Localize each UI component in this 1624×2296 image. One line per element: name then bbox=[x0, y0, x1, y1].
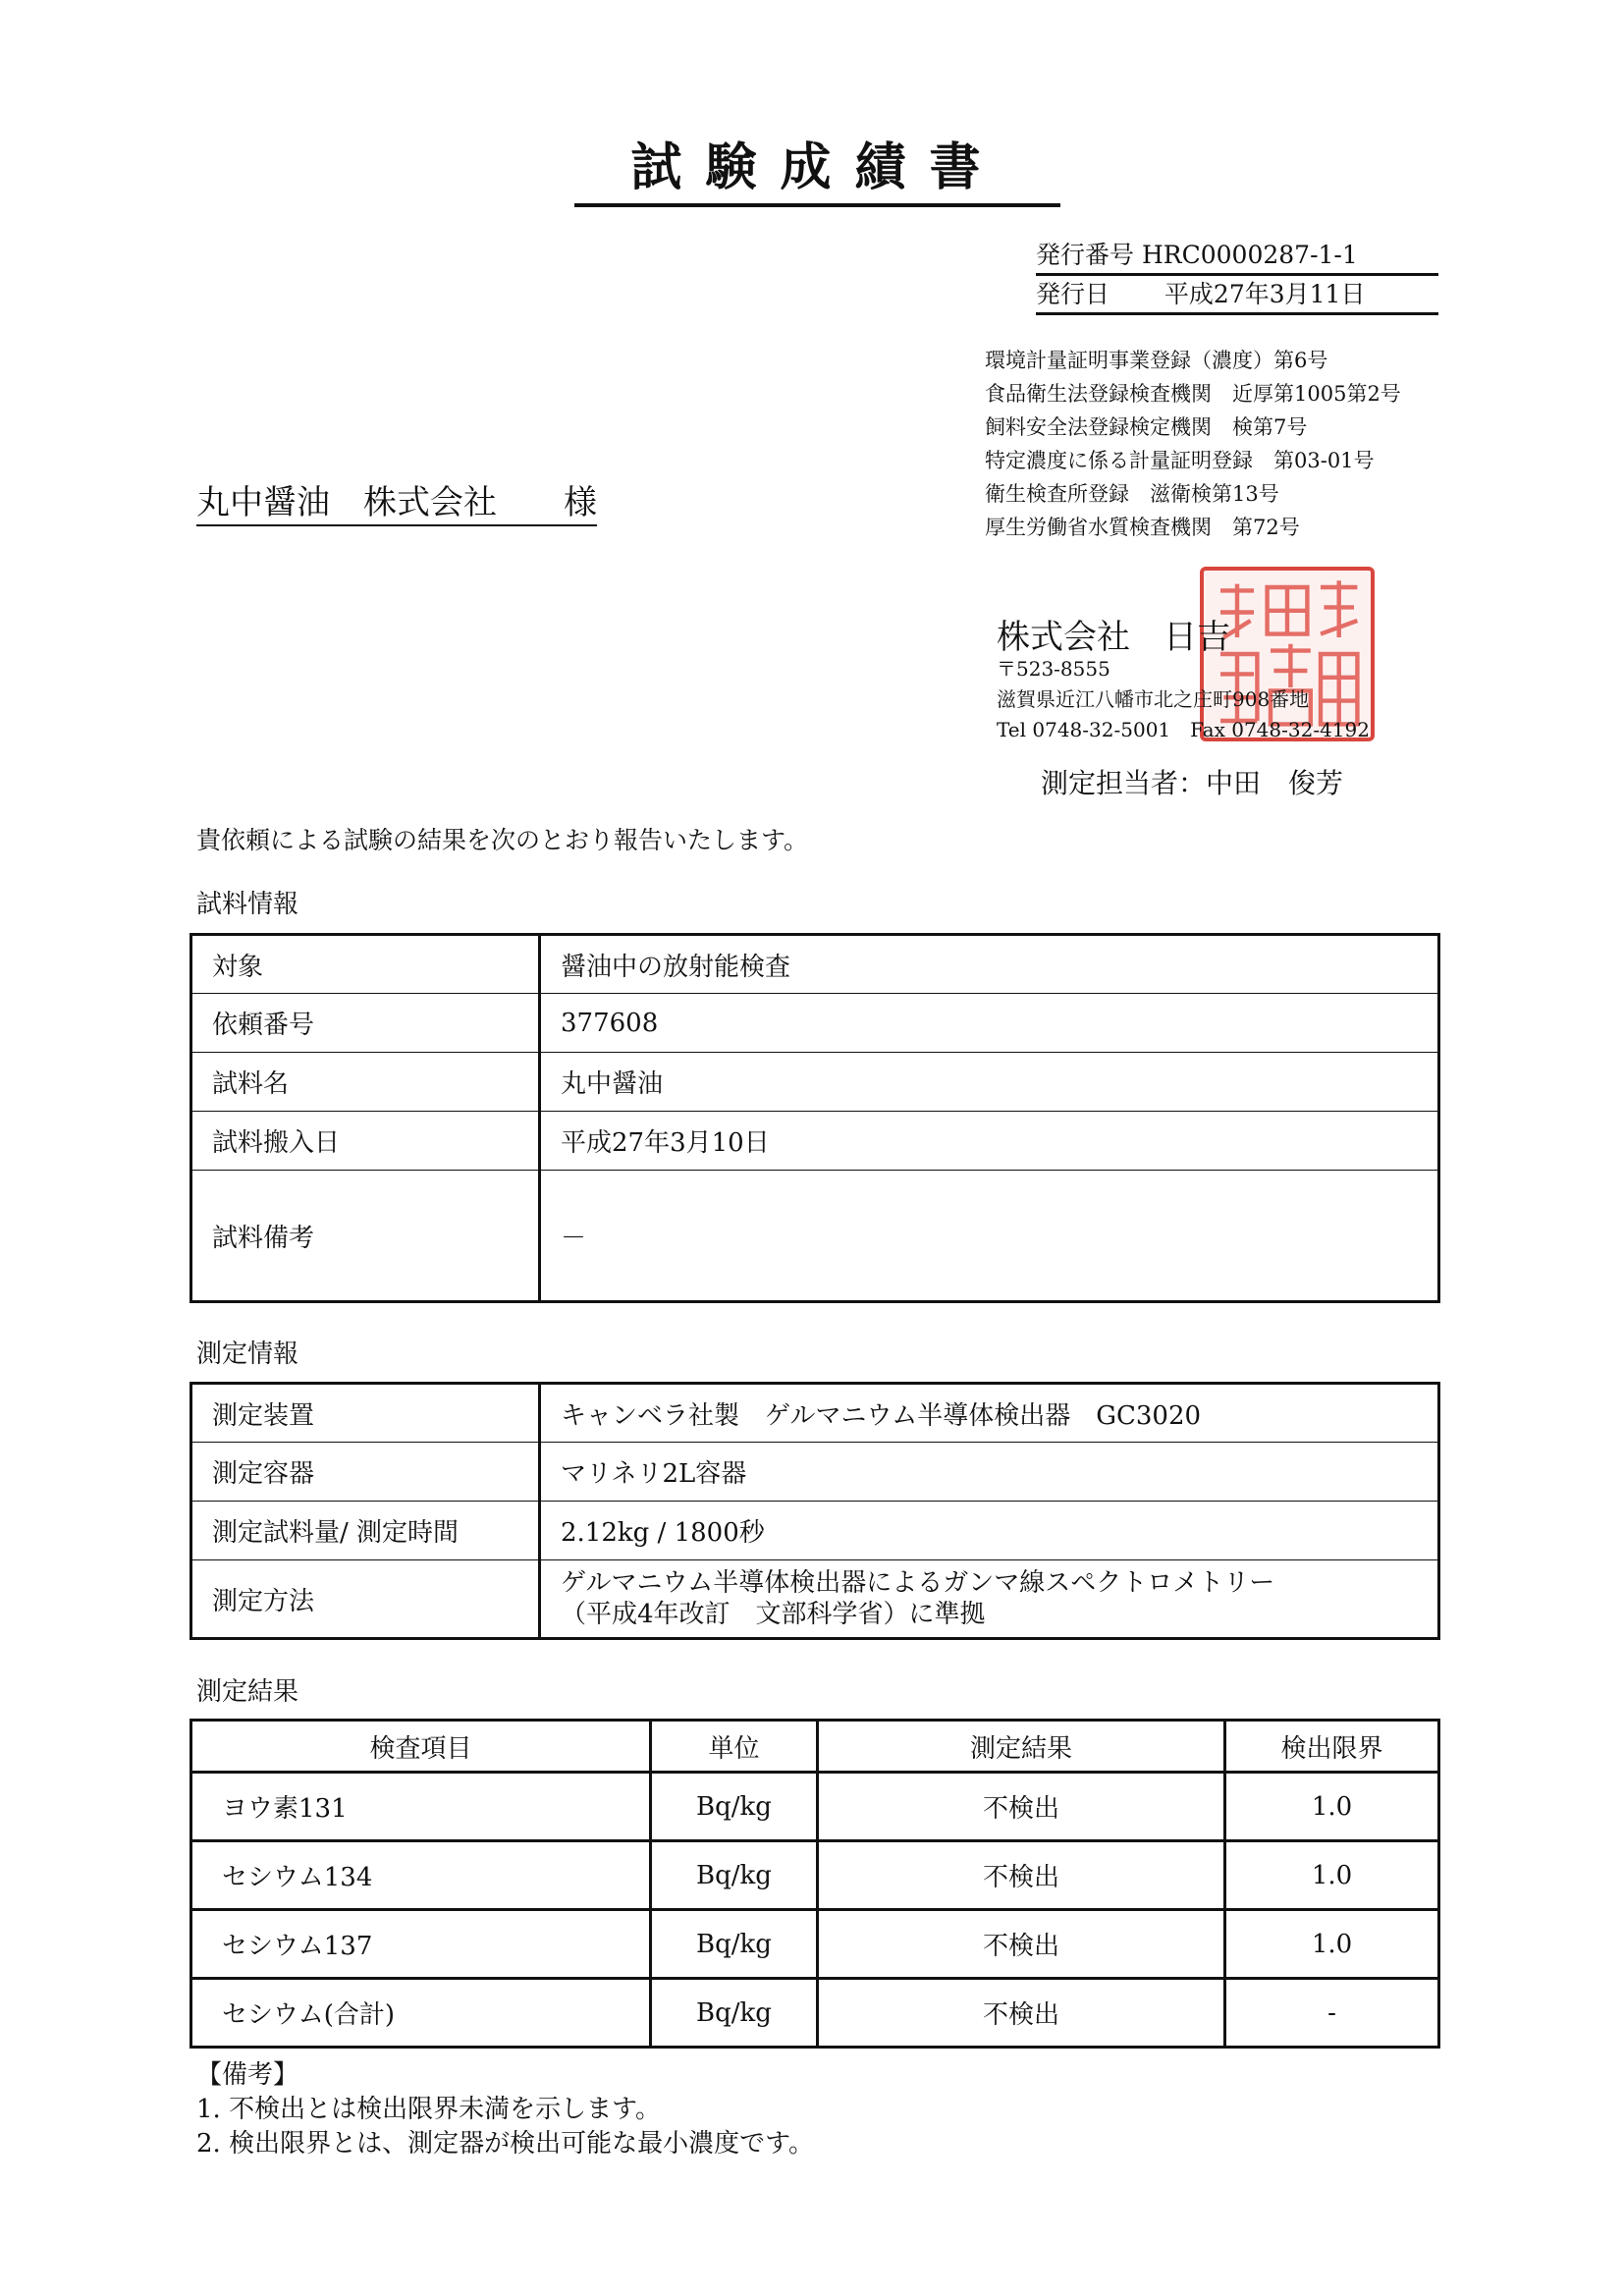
results-table bbox=[189, 1719, 1440, 2049]
table-row bbox=[191, 1443, 1439, 1502]
sample-info-table bbox=[189, 933, 1440, 1303]
note-item: 1. 不検出とは検出限界未満を示します。 bbox=[196, 2095, 661, 2124]
cell-limit: 1.0 bbox=[1225, 1773, 1439, 1841]
registration-item: 環境計量証明事業登録（濃度）第6号 bbox=[985, 349, 1328, 372]
issue-number bbox=[1036, 236, 1438, 276]
table-row bbox=[191, 1112, 1439, 1171]
registration-list bbox=[985, 344, 1401, 544]
table-row bbox=[191, 1841, 1439, 1910]
notes bbox=[196, 2058, 814, 2161]
section-results: 測定結果 bbox=[196, 1677, 299, 1707]
cell-limit: - bbox=[1225, 1979, 1439, 2048]
table-row bbox=[191, 1560, 1439, 1639]
cell-result: 不検出 bbox=[818, 1910, 1225, 1979]
section-measure-info: 測定情報 bbox=[196, 1339, 299, 1369]
registration-item: 厚生労働省水質検査機関 第72号 bbox=[985, 516, 1300, 539]
row-value: キャンベラ社製 ゲルマニウム半導体検出器 GC3020 bbox=[540, 1384, 1439, 1443]
row-value: 平成27年3月10日 bbox=[540, 1112, 1439, 1171]
table-row bbox=[191, 935, 1439, 994]
table-row bbox=[191, 1910, 1439, 1979]
company-address: 滋賀県近江八幡市北之庄町908番地 bbox=[997, 687, 1310, 711]
cell-unit: Bq/kg bbox=[651, 1910, 818, 1979]
row-label: 測定容器 bbox=[191, 1443, 540, 1502]
company-tel-fax: Tel 0748-32-5001 Fax 0748-32-4192 bbox=[997, 718, 1370, 741]
cell-item: セシウム(合計) bbox=[191, 1979, 651, 2048]
table-row bbox=[191, 1979, 1439, 2048]
issue-date bbox=[1036, 275, 1438, 315]
header-unit: 単位 bbox=[651, 1721, 818, 1773]
addressee: 丸中醤油 株式会社 様 bbox=[196, 475, 597, 526]
intro-text: 貴依頼による試験の結果を次のとおり報告いたします。 bbox=[196, 826, 809, 854]
header-result: 測定結果 bbox=[818, 1721, 1225, 1773]
header-item: 検査項目 bbox=[191, 1721, 651, 1773]
table-row bbox=[191, 1053, 1439, 1112]
note-item: 2. 検出限界とは、測定器が検出可能な最小濃度です。 bbox=[196, 2129, 814, 2159]
table-header-row bbox=[191, 1721, 1439, 1773]
cell-result: 不検出 bbox=[818, 1979, 1225, 2048]
cell-item: ヨウ素131 bbox=[191, 1773, 651, 1841]
table-row bbox=[191, 994, 1439, 1053]
header-limit: 検出限界 bbox=[1225, 1721, 1439, 1773]
table-row bbox=[191, 1171, 1439, 1302]
row-label: 依頼番号 bbox=[191, 994, 540, 1053]
row-value: 377608 bbox=[540, 994, 1439, 1053]
row-value: － bbox=[540, 1171, 1439, 1302]
table-row bbox=[191, 1384, 1439, 1443]
registration-item: 特定濃度に係る計量証明登録 第03-01号 bbox=[985, 449, 1375, 472]
row-label: 測定試料量/ 測定時間 bbox=[191, 1502, 540, 1560]
registration-item: 食品衛生法登録検査機関 近厚第1005第2号 bbox=[985, 382, 1401, 406]
cell-result: 不検出 bbox=[818, 1841, 1225, 1910]
row-value bbox=[540, 1560, 1439, 1639]
issue-number-value: HRC0000287-1-1 bbox=[1141, 241, 1358, 269]
company-postal: 〒523-8555 bbox=[997, 657, 1110, 681]
table-row bbox=[191, 1773, 1439, 1841]
issue-date-value: 平成27年3月11日 bbox=[1164, 280, 1366, 308]
row-value: 2.12kg / 1800秒 bbox=[540, 1502, 1439, 1560]
method-line-1: ゲルマニウム半導体検出器によるガンマ線スペクトロメトリー bbox=[561, 1568, 1275, 1598]
cell-item: セシウム137 bbox=[191, 1910, 651, 1979]
row-label: 試料名 bbox=[191, 1053, 540, 1112]
registration-item: 飼料安全法登録検定機関 検第7号 bbox=[985, 415, 1308, 439]
registration-item: 衛生検査所登録 滋衛検第13号 bbox=[985, 482, 1279, 506]
document-title: 試験成績書 bbox=[574, 126, 1060, 207]
issue-date-label: 発行日 bbox=[1036, 280, 1110, 308]
company-contact bbox=[997, 654, 1370, 745]
notes-heading: 【備考】 bbox=[196, 2060, 299, 2090]
row-value: マリネリ2L容器 bbox=[540, 1443, 1439, 1502]
cell-limit: 1.0 bbox=[1225, 1910, 1439, 1979]
cell-unit: Bq/kg bbox=[651, 1773, 818, 1841]
cell-unit: Bq/kg bbox=[651, 1841, 818, 1910]
row-label: 測定方法 bbox=[191, 1560, 540, 1639]
cell-item: セシウム134 bbox=[191, 1841, 651, 1910]
method-line-2: （平成4年改訂 文部科学省）に準拠 bbox=[561, 1600, 986, 1629]
table-row bbox=[191, 1502, 1439, 1560]
row-value: 醤油中の放射能検査 bbox=[540, 935, 1439, 994]
company-name: 株式会社 日吉 bbox=[997, 618, 1230, 657]
row-label: 試料備考 bbox=[191, 1171, 540, 1302]
cell-result: 不検出 bbox=[818, 1773, 1225, 1841]
measurement-person: 測定担当者：中田 俊芳 bbox=[1041, 767, 1344, 799]
measure-info-table bbox=[189, 1382, 1440, 1640]
row-value: 丸中醤油 bbox=[540, 1053, 1439, 1112]
section-sample-info: 試料情報 bbox=[196, 890, 299, 919]
cell-limit: 1.0 bbox=[1225, 1841, 1439, 1910]
row-label: 試料搬入日 bbox=[191, 1112, 540, 1171]
issue-number-label: 発行番号 bbox=[1036, 241, 1135, 269]
row-label: 対象 bbox=[191, 935, 540, 994]
cell-unit: Bq/kg bbox=[651, 1979, 818, 2048]
row-label: 測定装置 bbox=[191, 1384, 540, 1443]
